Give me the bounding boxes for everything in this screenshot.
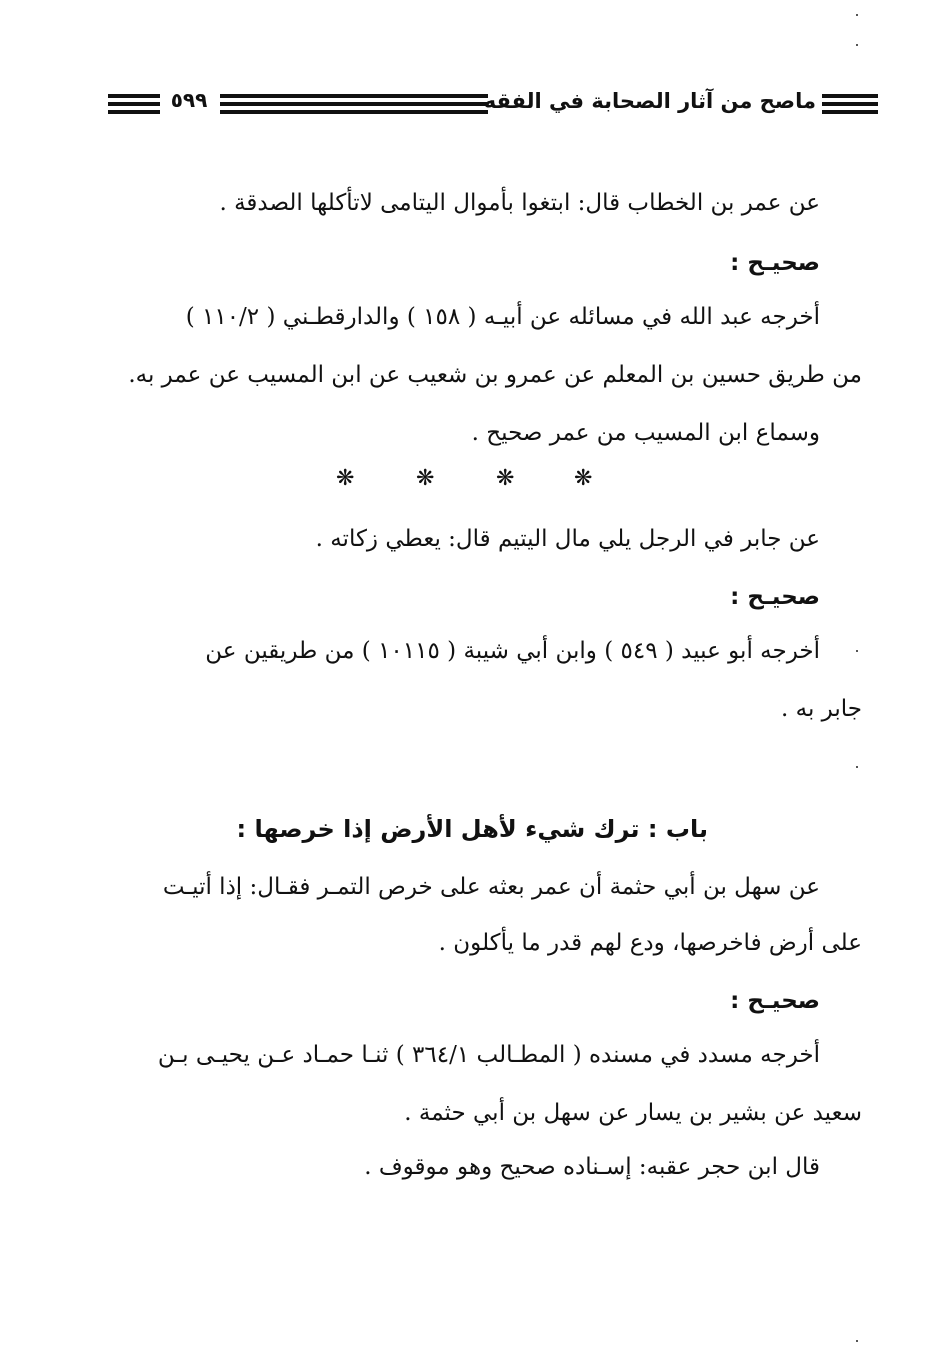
separator-star: ❋ <box>496 466 515 491</box>
scan-speck <box>856 766 858 768</box>
takhrij-text: سعيد عن بشير بن يسار عن سهل بن أبي حثمة . <box>404 1100 862 1126</box>
book-title: ماصح من آثار الصحابة في الفقه <box>483 89 816 113</box>
comment-text: قال ابن حجر عقبه: إسـناده صحيح وهو موقوف . <box>364 1154 820 1180</box>
comment-text: وسماع ابن المسيب من عمر صحيح . <box>471 420 820 446</box>
grading-label: صحيـح : <box>730 584 820 610</box>
separator-star: ❋ <box>416 466 435 491</box>
athar-text: على أرض فاخرصها، ودع لهم قدر ما يأكلون . <box>438 930 862 956</box>
separator-star: ❋ <box>574 466 593 491</box>
separator-star: ❋ <box>336 466 355 491</box>
grading-label: صحيـح : <box>730 988 820 1014</box>
grading-label: صحيـح : <box>730 250 820 276</box>
page-number: ٥٩٩ <box>170 88 208 112</box>
running-header <box>108 88 878 128</box>
athar-text: عن عمر بن الخطاب قال: ابتغوا بأموال اليتامى لاتأكلها الصدقة . <box>219 190 820 216</box>
chapter-heading: باب : ترك شيء لأهل الأرض إذا خرصها : <box>236 815 708 843</box>
scan-speck <box>856 650 858 652</box>
header-rule-left <box>108 94 160 114</box>
takhrij-text: جابر به . <box>781 696 862 722</box>
scan-speck <box>856 14 858 16</box>
athar-text: عن سهل بن أبي حثمة أن عمر بعثه على خرص التمـر فقـال: إذا أتيـت <box>162 874 820 900</box>
header-rule-right <box>822 94 878 114</box>
scan-speck <box>856 44 858 46</box>
scan-speck <box>856 1340 858 1342</box>
takhrij-text: أخرجه عبد الله في مسائله عن أبيـه ( ١٥٨ ) والدارقطـني ( ١١٠/٢ ) <box>185 304 820 330</box>
takhrij-text: أخرجه مسدد في مسنده ( المطـالب ٣٦٤/١ ) ثنـا حمـاد عـن يحيـى بـن <box>157 1042 820 1068</box>
athar-text: عن جابر في الرجل يلي مال اليتيم قال: يعطي زكاته . <box>315 526 820 552</box>
takhrij-text: من طريق حسين بن المعلم عن عمرو بن شعيب عن ابن المسيب عن عمر به. <box>128 362 862 388</box>
takhrij-text: أخرجه أبو عبيد ( ٥٤٩ ) وابن أبي شيبة ( ١٠١١٥ ) من طريقين عن <box>205 638 820 664</box>
header-rule-middle <box>220 94 488 114</box>
